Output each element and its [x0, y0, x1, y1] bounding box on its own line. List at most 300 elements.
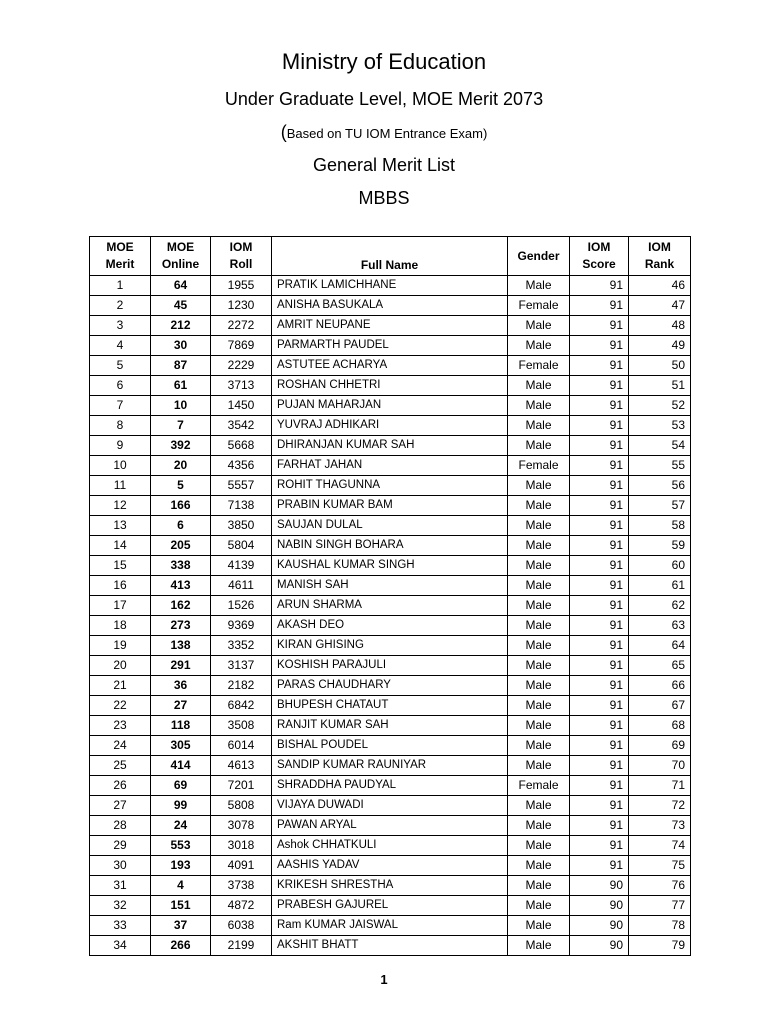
- cell-moe-merit: 32: [90, 896, 151, 916]
- cell-iom-roll: 5804: [211, 536, 272, 556]
- cell-iom-roll: 4611: [211, 576, 272, 596]
- cell-iom-roll: 1955: [211, 276, 272, 296]
- cell-moe-online: 4: [151, 876, 211, 896]
- cell-moe-online: 338: [151, 556, 211, 576]
- cell-moe-online: 291: [151, 656, 211, 676]
- cell-moe-merit: 33: [90, 916, 151, 936]
- cell-full-name: ROSHAN CHHETRI: [272, 376, 508, 396]
- cell-iom-rank: 68: [629, 716, 691, 736]
- table-row: [90, 596, 691, 616]
- cell-full-name: Ram KUMAR JAISWAL: [272, 916, 508, 936]
- table-row: [90, 416, 691, 436]
- cell-moe-online: 266: [151, 936, 211, 956]
- cell-full-name: PUJAN MAHARJAN: [272, 396, 508, 416]
- cell-iom-score: 90: [570, 936, 629, 956]
- cell-gender: Male: [508, 916, 570, 936]
- cell-iom-roll: 4139: [211, 556, 272, 576]
- cell-gender: Male: [508, 816, 570, 836]
- col-header-iom-rank: [629, 237, 691, 276]
- cell-iom-roll: 2229: [211, 356, 272, 376]
- cell-moe-online: 69: [151, 776, 211, 796]
- cell-moe-merit: 16: [90, 576, 151, 596]
- cell-iom-rank: 77: [629, 896, 691, 916]
- cell-iom-roll: 3137: [211, 656, 272, 676]
- cell-iom-roll: 3078: [211, 816, 272, 836]
- cell-full-name: SAUJAN DULAL: [272, 516, 508, 536]
- table-row: [90, 736, 691, 756]
- cell-moe-merit: 9: [90, 436, 151, 456]
- header-line: MOE: [166, 240, 195, 254]
- merit-table-body: [90, 276, 691, 956]
- cell-iom-rank: 73: [629, 816, 691, 836]
- table-row: [90, 796, 691, 816]
- cell-moe-merit: 30: [90, 856, 151, 876]
- cell-moe-online: 61: [151, 376, 211, 396]
- cell-moe-online: 414: [151, 756, 211, 776]
- cell-full-name: RANJIT KUMAR SAH: [272, 716, 508, 736]
- cell-moe-merit: 28: [90, 816, 151, 836]
- cell-iom-roll: 7869: [211, 336, 272, 356]
- cell-moe-merit: 21: [90, 676, 151, 696]
- cell-iom-rank: 74: [629, 836, 691, 856]
- cell-moe-merit: 17: [90, 596, 151, 616]
- page-subtitle: Under Graduate Level, MOE Merit 2073: [224, 89, 544, 109]
- cell-moe-merit: 27: [90, 796, 151, 816]
- header-line: IOM: [587, 240, 611, 254]
- cell-iom-roll: 2182: [211, 676, 272, 696]
- cell-gender: Male: [508, 576, 570, 596]
- cell-iom-rank: 76: [629, 876, 691, 896]
- cell-iom-rank: 55: [629, 456, 691, 476]
- cell-full-name: AKSHIT BHATT: [272, 936, 508, 956]
- cell-iom-rank: 64: [629, 636, 691, 656]
- cell-iom-roll: 5668: [211, 436, 272, 456]
- cell-gender: Male: [508, 636, 570, 656]
- cell-iom-score: 91: [570, 356, 629, 376]
- merit-table: [89, 236, 691, 956]
- cell-iom-roll: 3542: [211, 416, 272, 436]
- cell-iom-rank: 62: [629, 596, 691, 616]
- table-row: [90, 696, 691, 716]
- header-line: Merit: [105, 257, 135, 271]
- cell-iom-rank: 48: [629, 316, 691, 336]
- cell-iom-rank: 61: [629, 576, 691, 596]
- cell-iom-score: 90: [570, 896, 629, 916]
- cell-iom-score: 91: [570, 416, 629, 436]
- cell-moe-merit: 34: [90, 936, 151, 956]
- table-row: [90, 296, 691, 316]
- cell-full-name: ROHIT THAGUNNA: [272, 476, 508, 496]
- cell-iom-rank: 47: [629, 296, 691, 316]
- cell-iom-roll: 2199: [211, 936, 272, 956]
- table-row: [90, 776, 691, 796]
- table-row: [90, 916, 691, 936]
- cell-full-name: ASTUTEE ACHARYA: [272, 356, 508, 376]
- cell-moe-merit: 4: [90, 336, 151, 356]
- cell-full-name: KRIKESH SHRESTHA: [272, 876, 508, 896]
- cell-gender: Male: [508, 696, 570, 716]
- cell-iom-score: 91: [570, 316, 629, 336]
- cell-moe-online: 30: [151, 336, 211, 356]
- header-line: MOE: [106, 240, 134, 254]
- cell-iom-score: 91: [570, 636, 629, 656]
- cell-iom-score: 91: [570, 756, 629, 776]
- cell-iom-roll: 6038: [211, 916, 272, 936]
- cell-full-name: Ashok CHHATKULI: [272, 836, 508, 856]
- cell-moe-online: 138: [151, 636, 211, 656]
- cell-iom-roll: 3508: [211, 716, 272, 736]
- cell-full-name: PARMARTH PAUDEL: [272, 336, 508, 356]
- cell-iom-score: 90: [570, 876, 629, 896]
- cell-gender: Female: [508, 776, 570, 796]
- cell-moe-merit: 25: [90, 756, 151, 776]
- cell-moe-online: 413: [151, 576, 211, 596]
- header-line: Rank: [644, 257, 675, 271]
- cell-moe-online: 212: [151, 316, 211, 336]
- cell-iom-score: 91: [570, 676, 629, 696]
- table-header-row: [90, 237, 691, 276]
- cell-full-name: AKASH DEO: [272, 616, 508, 636]
- cell-iom-roll: 3713: [211, 376, 272, 396]
- cell-moe-merit: 8: [90, 416, 151, 436]
- cell-moe-merit: 6: [90, 376, 151, 396]
- cell-moe-merit: 24: [90, 736, 151, 756]
- cell-moe-online: 10: [151, 396, 211, 416]
- cell-iom-score: 91: [570, 436, 629, 456]
- cell-iom-roll: 1526: [211, 596, 272, 616]
- cell-moe-online: 6: [151, 516, 211, 536]
- cell-iom-rank: 65: [629, 656, 691, 676]
- header-line: Roll: [229, 257, 253, 271]
- cell-moe-merit: 18: [90, 616, 151, 636]
- cell-gender: Male: [508, 656, 570, 676]
- cell-iom-score: 91: [570, 716, 629, 736]
- col-header-iom-roll: [211, 237, 272, 276]
- cell-gender: Male: [508, 476, 570, 496]
- cell-gender: Male: [508, 836, 570, 856]
- cell-moe-online: 64: [151, 276, 211, 296]
- cell-moe-online: 392: [151, 436, 211, 456]
- cell-full-name: KOSHISH PARAJULI: [272, 656, 508, 676]
- cell-iom-rank: 51: [629, 376, 691, 396]
- table-row: [90, 756, 691, 776]
- cell-iom-rank: 59: [629, 536, 691, 556]
- cell-iom-roll: 7201: [211, 776, 272, 796]
- cell-iom-rank: 52: [629, 396, 691, 416]
- cell-iom-score: 91: [570, 536, 629, 556]
- cell-iom-score: 91: [570, 376, 629, 396]
- table-row: [90, 376, 691, 396]
- cell-iom-score: 91: [570, 796, 629, 816]
- cell-iom-rank: 67: [629, 696, 691, 716]
- cell-iom-score: 91: [570, 596, 629, 616]
- table-row: [90, 396, 691, 416]
- cell-iom-rank: 56: [629, 476, 691, 496]
- cell-gender: Male: [508, 596, 570, 616]
- cell-gender: Male: [508, 756, 570, 776]
- cell-full-name: PRATIK LAMICHHANE: [272, 276, 508, 296]
- cell-moe-online: 205: [151, 536, 211, 556]
- cell-full-name: AMRIT NEUPANE: [272, 316, 508, 336]
- cell-gender: Male: [508, 516, 570, 536]
- cell-iom-roll: 1230: [211, 296, 272, 316]
- table-row: [90, 276, 691, 296]
- page-title: Ministry of Education: [281, 49, 487, 74]
- table-row: [90, 356, 691, 376]
- cell-moe-merit: 12: [90, 496, 151, 516]
- cell-iom-score: 91: [570, 616, 629, 636]
- cell-moe-online: 45: [151, 296, 211, 316]
- cell-full-name: PARAS CHAUDHARY: [272, 676, 508, 696]
- cell-full-name: ANISHA BASUKALA: [272, 296, 508, 316]
- table-row: [90, 316, 691, 336]
- cell-moe-merit: 26: [90, 776, 151, 796]
- cell-full-name: AASHIS YADAV: [272, 856, 508, 876]
- cell-moe-online: 36: [151, 676, 211, 696]
- cell-iom-rank: 54: [629, 436, 691, 456]
- cell-iom-rank: 69: [629, 736, 691, 756]
- cell-moe-online: 273: [151, 616, 211, 636]
- cell-gender: Female: [508, 356, 570, 376]
- cell-gender: Male: [508, 416, 570, 436]
- cell-gender: Male: [508, 496, 570, 516]
- table-row: [90, 636, 691, 656]
- cell-iom-score: 91: [570, 696, 629, 716]
- cell-iom-roll: 4091: [211, 856, 272, 876]
- cell-moe-online: 151: [151, 896, 211, 916]
- table-row: [90, 496, 691, 516]
- cell-iom-score: 91: [570, 496, 629, 516]
- cell-iom-score: 91: [570, 476, 629, 496]
- cell-iom-rank: 72: [629, 796, 691, 816]
- cell-moe-merit: 11: [90, 476, 151, 496]
- table-row: [90, 556, 691, 576]
- cell-moe-merit: 10: [90, 456, 151, 476]
- cell-iom-rank: 70: [629, 756, 691, 776]
- cell-gender: Male: [508, 676, 570, 696]
- cell-gender: Male: [508, 376, 570, 396]
- cell-moe-online: 37: [151, 916, 211, 936]
- cell-iom-roll: 9369: [211, 616, 272, 636]
- cell-moe-merit: 3: [90, 316, 151, 336]
- cell-gender: Male: [508, 316, 570, 336]
- cell-moe-online: 305: [151, 736, 211, 756]
- cell-moe-merit: 22: [90, 696, 151, 716]
- table-row: [90, 516, 691, 536]
- table-row: [90, 476, 691, 496]
- cell-moe-merit: 2: [90, 296, 151, 316]
- cell-iom-roll: 1450: [211, 396, 272, 416]
- cell-iom-rank: 63: [629, 616, 691, 636]
- cell-full-name: FARHAT JAHAN: [272, 456, 508, 476]
- cell-moe-merit: 31: [90, 876, 151, 896]
- cell-iom-rank: 66: [629, 676, 691, 696]
- cell-moe-online: 5: [151, 476, 211, 496]
- cell-moe-merit: 14: [90, 536, 151, 556]
- table-row: [90, 436, 691, 456]
- note-open-paren: (: [280, 122, 287, 142]
- cell-full-name: KAUSHAL KUMAR SINGH: [272, 556, 508, 576]
- cell-gender: Female: [508, 296, 570, 316]
- table-row: [90, 456, 691, 476]
- table-row: [90, 676, 691, 696]
- page-number: 1: [380, 972, 388, 987]
- cell-iom-roll: 6014: [211, 736, 272, 756]
- cell-iom-score: 91: [570, 856, 629, 876]
- cell-full-name: SANDIP KUMAR RAUNIYAR: [272, 756, 508, 776]
- cell-iom-roll: 3352: [211, 636, 272, 656]
- cell-gender: Male: [508, 536, 570, 556]
- cell-iom-roll: 3850: [211, 516, 272, 536]
- cell-gender: Male: [508, 736, 570, 756]
- cell-iom-roll: 2272: [211, 316, 272, 336]
- cell-iom-score: 91: [570, 336, 629, 356]
- cell-iom-roll: 6842: [211, 696, 272, 716]
- cell-full-name: MANISH SAH: [272, 576, 508, 596]
- cell-moe-online: 99: [151, 796, 211, 816]
- cell-moe-merit: 29: [90, 836, 151, 856]
- cell-moe-merit: 20: [90, 656, 151, 676]
- cell-iom-roll: 3738: [211, 876, 272, 896]
- table-row: [90, 876, 691, 896]
- table-row: [90, 656, 691, 676]
- cell-moe-online: 193: [151, 856, 211, 876]
- cell-moe-online: 162: [151, 596, 211, 616]
- cell-moe-online: 87: [151, 356, 211, 376]
- cell-gender: Male: [508, 396, 570, 416]
- cell-iom-roll: 5808: [211, 796, 272, 816]
- table-row: [90, 936, 691, 956]
- col-header-moe-online: [151, 237, 211, 276]
- cell-moe-online: 7: [151, 416, 211, 436]
- cell-moe-merit: 5: [90, 356, 151, 376]
- cell-moe-merit: 23: [90, 716, 151, 736]
- cell-gender: Male: [508, 876, 570, 896]
- cell-gender: Male: [508, 936, 570, 956]
- cell-iom-score: 91: [570, 296, 629, 316]
- cell-iom-score: 91: [570, 456, 629, 476]
- cell-moe-online: 20: [151, 456, 211, 476]
- col-header-iom-score: [570, 237, 629, 276]
- table-row: [90, 816, 691, 836]
- cell-iom-score: 91: [570, 556, 629, 576]
- cell-iom-roll: 7138: [211, 496, 272, 516]
- table-row: [90, 616, 691, 636]
- cell-iom-rank: 79: [629, 936, 691, 956]
- cell-full-name: VIJAYA DUWADI: [272, 796, 508, 816]
- cell-iom-rank: 78: [629, 916, 691, 936]
- cell-gender: Male: [508, 276, 570, 296]
- list-title: General Merit List: [312, 155, 456, 175]
- table-row: [90, 836, 691, 856]
- cell-iom-roll: 4872: [211, 896, 272, 916]
- cell-iom-score: 91: [570, 576, 629, 596]
- cell-full-name: ARUN SHARMA: [272, 596, 508, 616]
- cell-full-name: BISHAL POUDEL: [272, 736, 508, 756]
- cell-full-name: PRABESH GAJUREL: [272, 896, 508, 916]
- cell-moe-merit: 19: [90, 636, 151, 656]
- table-row: [90, 716, 691, 736]
- cell-gender: Male: [508, 556, 570, 576]
- cell-gender: Male: [508, 336, 570, 356]
- note-text: Based on TU IOM Entrance Exam): [286, 126, 488, 141]
- header-line: Score: [582, 257, 616, 271]
- table-row: [90, 336, 691, 356]
- cell-moe-merit: 15: [90, 556, 151, 576]
- cell-moe-online: 118: [151, 716, 211, 736]
- header-line: IOM: [229, 240, 253, 254]
- cell-moe-online: 27: [151, 696, 211, 716]
- exam-basis-note: [0, 122, 768, 144]
- cell-iom-rank: 75: [629, 856, 691, 876]
- cell-iom-roll: 3018: [211, 836, 272, 856]
- table-row: [90, 896, 691, 916]
- cell-iom-score: 91: [570, 516, 629, 536]
- cell-iom-rank: 57: [629, 496, 691, 516]
- cell-iom-rank: 49: [629, 336, 691, 356]
- cell-gender: Male: [508, 436, 570, 456]
- cell-iom-score: 91: [570, 776, 629, 796]
- course-title: MBBS: [358, 188, 410, 208]
- cell-full-name: PRABIN KUMAR BAM: [272, 496, 508, 516]
- cell-iom-score: 91: [570, 656, 629, 676]
- cell-iom-rank: 53: [629, 416, 691, 436]
- table-row: [90, 856, 691, 876]
- cell-iom-roll: 5557: [211, 476, 272, 496]
- cell-moe-online: 553: [151, 836, 211, 856]
- cell-iom-rank: 60: [629, 556, 691, 576]
- header-line: Online: [161, 257, 200, 271]
- cell-moe-merit: 7: [90, 396, 151, 416]
- cell-iom-score: 90: [570, 916, 629, 936]
- cell-full-name: NABIN SINGH BOHARA: [272, 536, 508, 556]
- cell-gender: Female: [508, 456, 570, 476]
- cell-iom-rank: 46: [629, 276, 691, 296]
- header-line: IOM: [648, 240, 671, 254]
- table-row: [90, 576, 691, 596]
- cell-moe-online: 24: [151, 816, 211, 836]
- cell-full-name: BHUPESH CHATAUT: [272, 696, 508, 716]
- cell-full-name: PAWAN ARYAL: [272, 816, 508, 836]
- cell-gender: Male: [508, 616, 570, 636]
- cell-moe-online: 166: [151, 496, 211, 516]
- cell-iom-roll: 4613: [211, 756, 272, 776]
- cell-gender: Male: [508, 856, 570, 876]
- cell-gender: Male: [508, 716, 570, 736]
- cell-gender: Male: [508, 796, 570, 816]
- cell-iom-roll: 4356: [211, 456, 272, 476]
- col-header-full-name: Full Name: [272, 237, 508, 276]
- cell-full-name: YUVRAJ ADHIKARI: [272, 416, 508, 436]
- cell-iom-score: 91: [570, 276, 629, 296]
- cell-iom-rank: 58: [629, 516, 691, 536]
- cell-iom-rank: 71: [629, 776, 691, 796]
- col-header-moe-merit: [90, 237, 151, 276]
- cell-full-name: KIRAN GHISING: [272, 636, 508, 656]
- cell-iom-score: 91: [570, 396, 629, 416]
- cell-iom-score: 91: [570, 736, 629, 756]
- cell-iom-score: 91: [570, 836, 629, 856]
- cell-iom-rank: 50: [629, 356, 691, 376]
- cell-full-name: DHIRANJAN KUMAR SAH: [272, 436, 508, 456]
- cell-moe-merit: 1: [90, 276, 151, 296]
- table-row: [90, 536, 691, 556]
- cell-full-name: SHRADDHA PAUDYAL: [272, 776, 508, 796]
- col-header-gender: Gender: [508, 237, 570, 276]
- cell-moe-merit: 13: [90, 516, 151, 536]
- cell-gender: Male: [508, 896, 570, 916]
- cell-iom-score: 91: [570, 816, 629, 836]
